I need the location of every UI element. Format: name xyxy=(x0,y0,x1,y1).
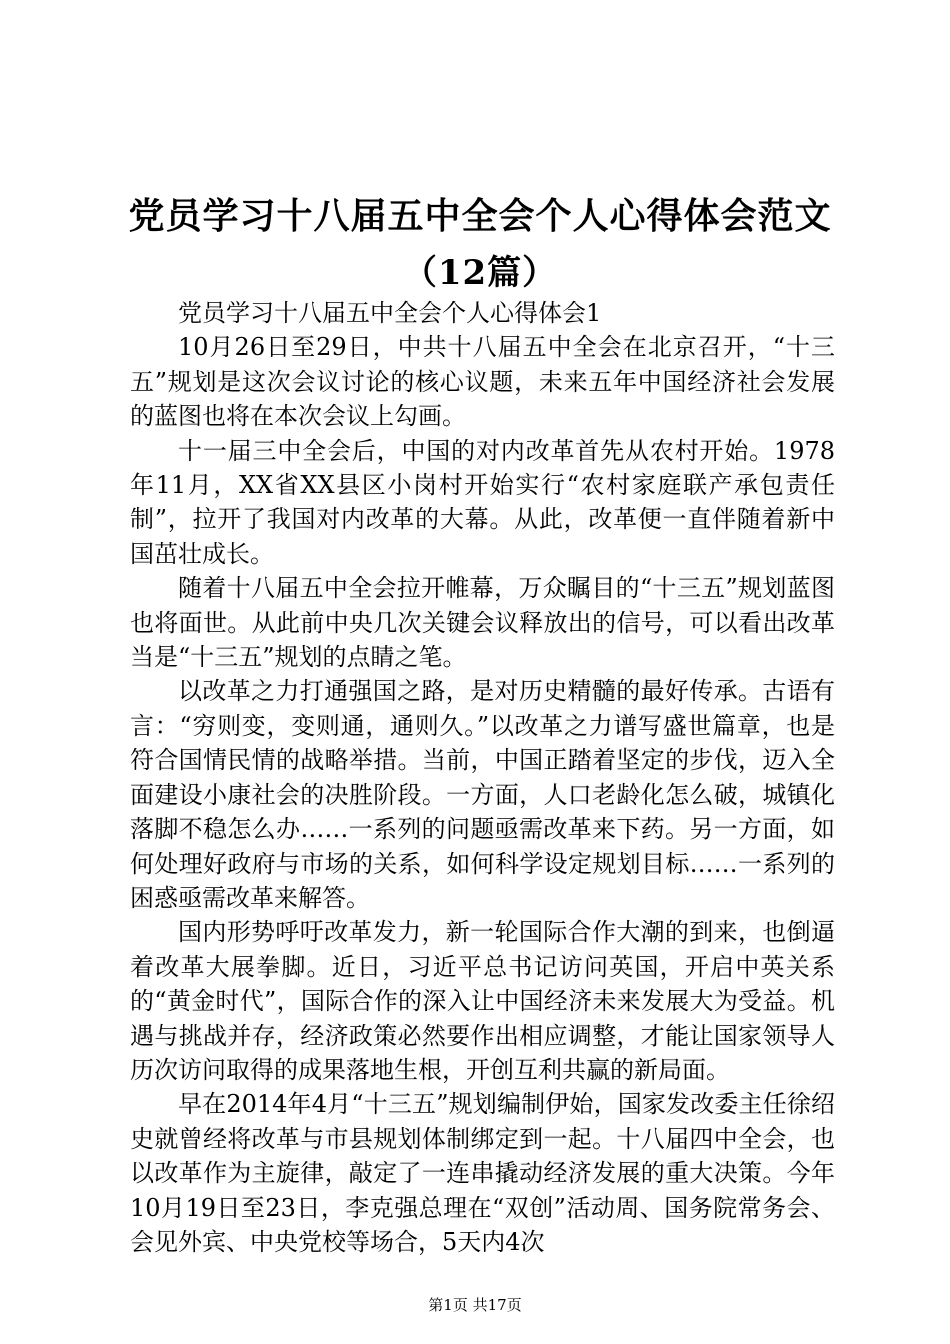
paragraph: 十一届三中全会后，中国的对内改革首先从农村开始。1978年11月，XX省XX县区小岗村开始实行“农村家庭联产承包责任制”，拉开了我国对内改革的大幕。从此，改革便一直伴随着新中国茁壮成长。 xyxy=(130,436,835,568)
paragraph: 10月26日至29日，中共十八届五中全会在北京召开，“十三五”规划是这次会议讨论的核心议题，未来五年中国经济社会发展的蓝图也将在本次会议上勾画。 xyxy=(130,333,835,431)
paragraph: 随着十八届五中全会拉开帷幕，万众瞩目的“十三五”规划蓝图也将面世。从此前中央几次关键会议释放出的信号，可以看出改革当是“十三五”规划的点睛之笔。 xyxy=(130,574,835,672)
document-title-count: （12篇） xyxy=(402,253,558,293)
paragraph: 以改革之力打通强国之路，是对历史精髓的最好传承。古语有言：“穷则变，变则通，通则久。”以改革之力谱写盛世篇章，也是符合国情民情的战略举措。当前，中国正踏着坚定的步伐，迈入全面建设小康社会的决胜阶段。一方面，人口老龄化怎么破，城镇化落脚不稳怎么办……一系列的问题亟需改革来下药。另一方面，如何处理好政府与市场的关系，如何科学设定规划目标……一系列的困惑亟需改革来解答。 xyxy=(130,677,835,912)
page-number: 第1页 共17页 xyxy=(428,1296,522,1314)
document-title: 党员学习十八届五中全会个人心得体会范文 xyxy=(128,195,832,237)
paragraph: 国内形势呼吁改革发力，新一轮国际合作大潮的到来，也倒逼着改革大展拳脚。近日，习近平总书记访问英国，开启中英关系的“黄金时代”，国际合作的深入让中国经济未来发展大为受益。机遇与挑战并存，经济政策必然要作出相应调整，才能让国家领导人历次访问取得的成果落地生根，开创互利共赢的新局面。 xyxy=(130,918,835,1084)
paragraph: 早在2014年4月“十三五”规划编制伊始，国家发改委主任徐绍史就曾经将改革与市县规划体制绑定到一起。十八届四中全会，也以改革作为主旋律，敲定了一连串撬动经济发展的重大决策。今年10月19日至23日，李克强总理在“双创”活动周、国务院常务会、会见外宾、中央党校等场合，5天内4次 xyxy=(130,1090,835,1256)
section-heading: 党员学习十八届五中全会个人心得体会1 xyxy=(178,299,602,327)
document-body xyxy=(130,296,835,1259)
